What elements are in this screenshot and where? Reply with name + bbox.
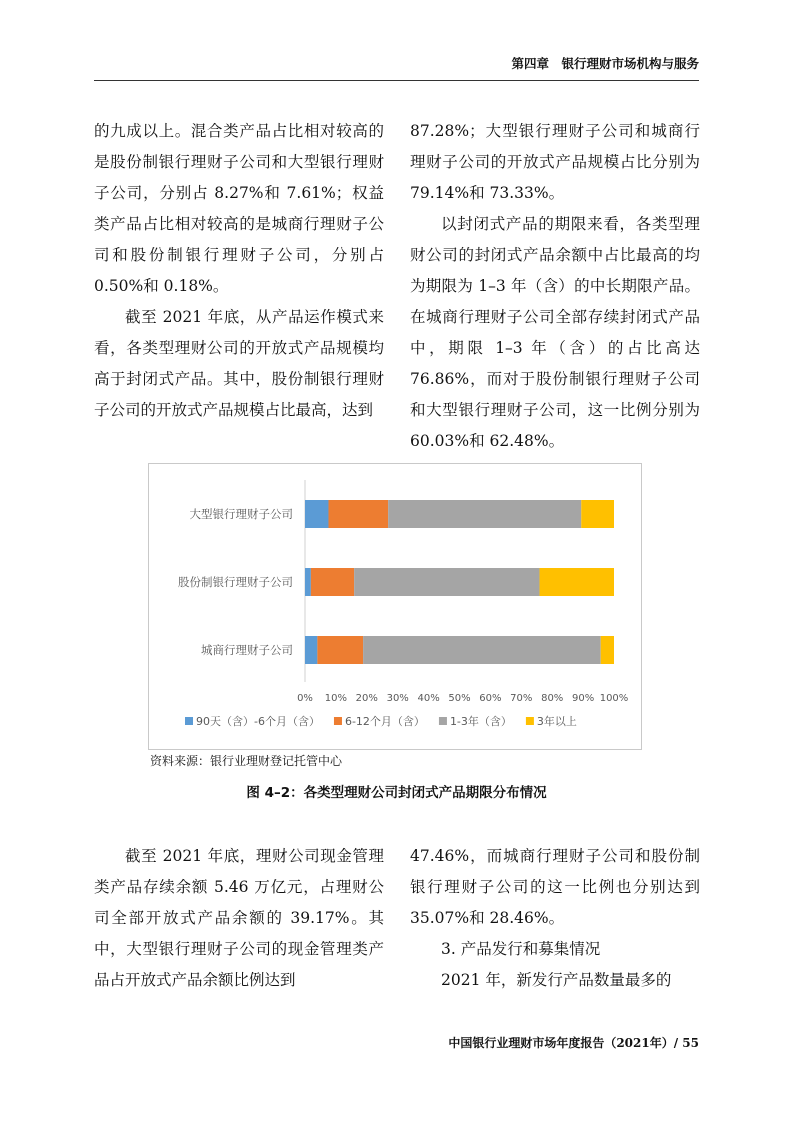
x-tick-label: 70% [510, 693, 533, 704]
x-tick-label: 50% [448, 693, 471, 704]
bottom-right-column [410, 841, 700, 996]
top-right-column [410, 116, 700, 457]
bar-segment [311, 568, 354, 596]
x-tick-label: 0% [297, 693, 313, 704]
chapter-title: 第四章 银行理财市场机构与服务 [511, 56, 699, 71]
stacked-bar-chart [149, 464, 641, 749]
bar-segment [601, 636, 614, 664]
page-footer: 中国银行业理财市场年度报告（2021年）/ 55 [448, 1036, 699, 1050]
x-tick-label: 60% [479, 693, 502, 704]
running-head [94, 52, 699, 81]
category-label: 城商行理财子公司 [201, 643, 293, 657]
section-heading: 3. 产品发行和募集情况 [441, 940, 601, 958]
bar-segment [540, 568, 614, 596]
bar-segment [305, 500, 328, 528]
bar-segment [317, 636, 363, 664]
bar-segment [305, 636, 317, 664]
paragraph: 47.46%，而城商行理财子公司和股份制银行理财子公司的这一比例也分别达到 35.07%和 28.46%。 [410, 847, 700, 927]
bar-segment [388, 500, 581, 528]
paragraph: 截至 2021 年底，从产品运作模式来看，各类型理财公司的开放式产品规模均高于封闭式产品。其中，股份制银行理财子公司的开放式产品规模占比最高，达到 [94, 308, 384, 419]
source-note: 资料来源：银行业理财登记托管中心 [150, 754, 343, 768]
x-tick-label: 30% [386, 693, 409, 704]
legend-label: 1-3年（含） [449, 715, 512, 728]
legend-label: 6-12个月（含） [344, 715, 425, 728]
x-tick-label: 80% [541, 693, 564, 704]
chart-frame [148, 463, 642, 750]
figure-caption: 图 4–2：各类型理财公司封闭式产品期限分布情况 [246, 785, 547, 801]
legend-swatch [526, 717, 534, 725]
x-tick-label: 90% [571, 693, 595, 704]
paragraph: 87.28%；大型银行理财子公司和城商行理财子公司的开放式产品规模占比分别为 79.14%和 73.33%。 [410, 122, 700, 202]
legend-swatch [185, 717, 193, 725]
legend-swatch [439, 717, 447, 725]
paragraph: 的九成以上。混合类产品占比相对较高的是股份制银行理财子公司和大型银行理财子公司，分别占 8.27%和 7.61%；权益类产品占比相对较高的是城商行理财子公司和股份制银行理财子公司，分别占 0.50%和 0.18%。 [94, 122, 384, 295]
legend-label: 3年以上 [536, 715, 577, 728]
category-label: 股份制银行理财子公司 [178, 575, 293, 589]
bar-segment [581, 500, 614, 528]
bottom-left-column [94, 841, 384, 996]
legend-label: 90天（含）-6个月（含） [196, 715, 320, 728]
category-label: 大型银行理财子公司 [189, 507, 293, 521]
x-tick-label: 40% [417, 693, 440, 704]
paragraph: 2021 年，新发行产品数量最多的 [441, 971, 672, 989]
bar-segment [354, 568, 539, 596]
x-tick-label: 100% [599, 693, 629, 704]
paragraph: 截至 2021 年底，理财公司现金管理类产品存续余额 5.46 万亿元，占理财公司全部开放式产品余额的 39.17%。其中，大型银行理财子公司的现金管理类产品占开放式产品余额比例达到 [94, 847, 384, 989]
x-tick-label: 20% [355, 693, 378, 704]
bar-segment [363, 636, 601, 664]
x-tick-label: 10% [324, 693, 348, 704]
paragraph: 以封闭式产品的期限来看，各类型理财公司的封闭式产品余额中占比最高的均为期限为 1–3 年（含）的中长期限产品。在城商行理财子公司全部存续封闭式产品中，期限 1–3 年（含）的占比高达 76.86%，而对于股份制银行理财子公司和大型银行理财子公司，这一比例分别为 60.03%和 62.48%。 [410, 215, 700, 450]
bar-segment [328, 500, 388, 528]
top-left-column [94, 116, 384, 426]
legend-swatch [334, 717, 342, 725]
bar-segment [305, 568, 311, 596]
